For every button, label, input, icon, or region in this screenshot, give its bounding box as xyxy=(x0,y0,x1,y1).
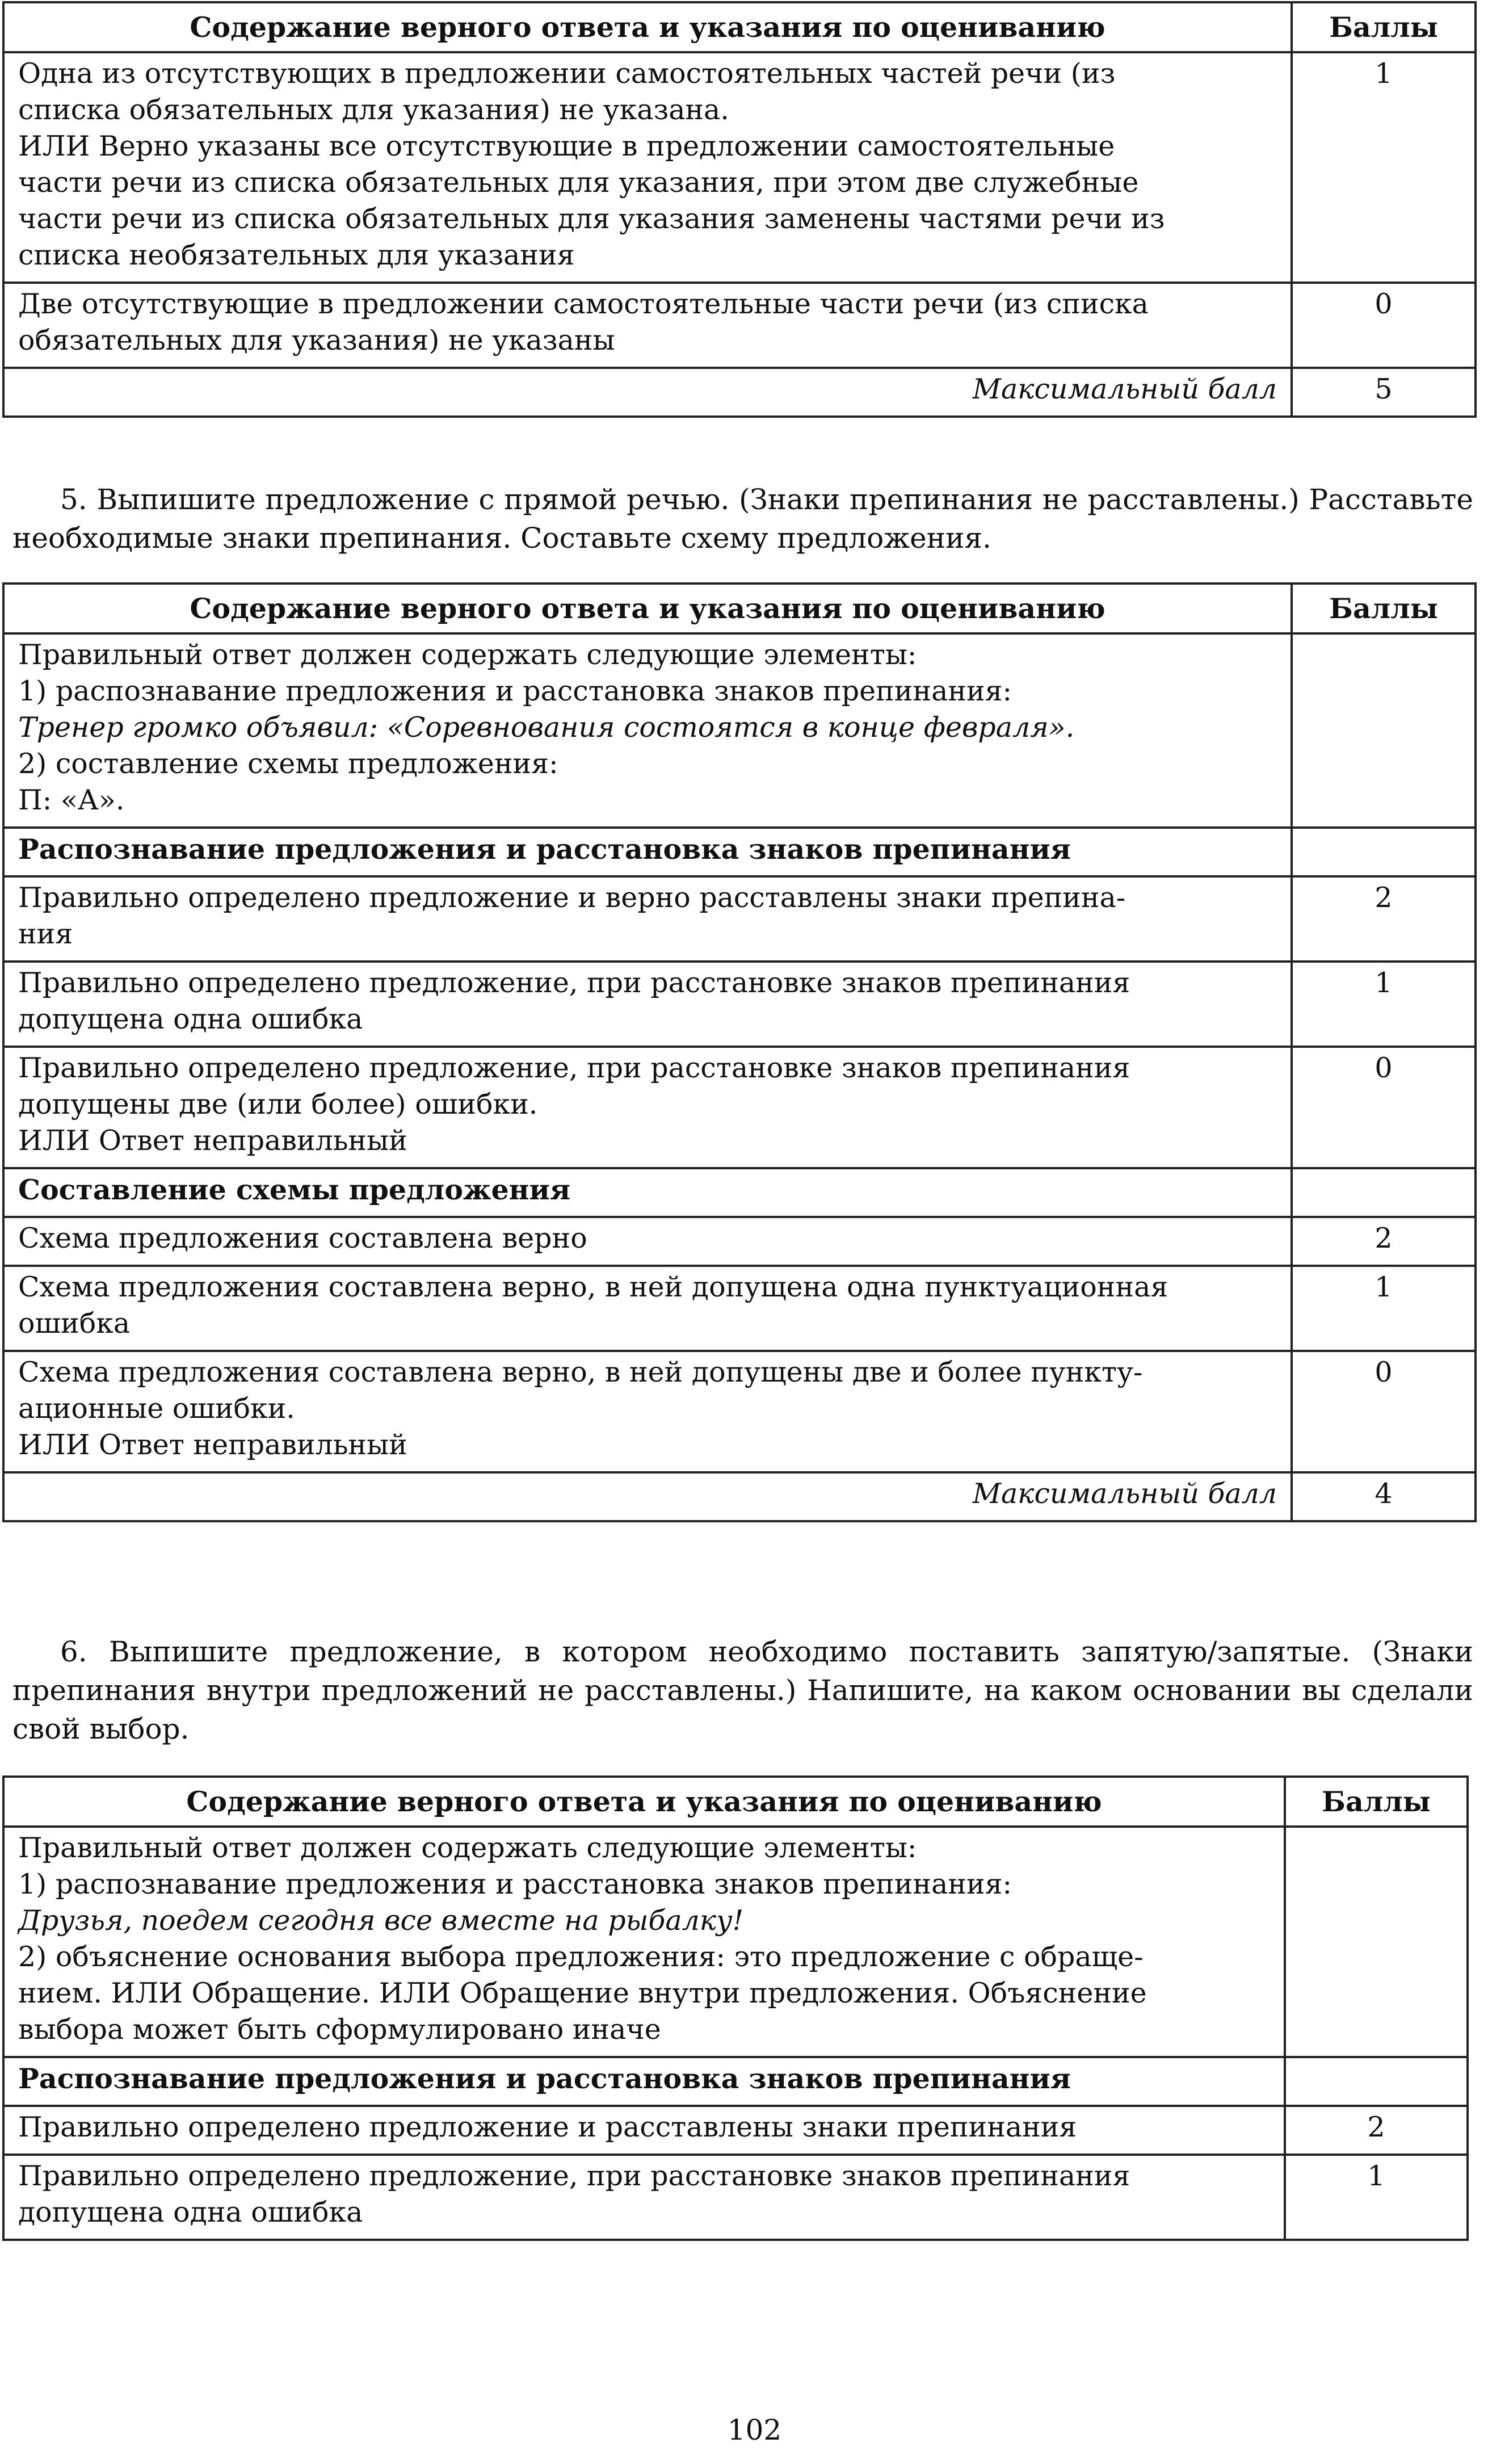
table-row xyxy=(3,52,1476,283)
total-label: Максимальный балл xyxy=(3,368,1292,417)
answer-elements: Правильный ответ должен содержать следующие элементы: 1) распознавание предложения и расстановка знаков препинания: Друзья, поедем сегодня все вместе на рыбалку! 2) объяснение основания выбора предложения: это предложение с обраще- нием. ИЛИ Обращение. ИЛИ Обращение внутри предложения. Объяснение выбора может быть сформулировано иначе xyxy=(3,1827,1285,2057)
model-answer-sentence: Друзья, поедем сегодня все вместе на рыбалку! xyxy=(18,1904,744,1937)
header-content: Содержание верного ответа и указания по оцениванию xyxy=(3,1777,1285,1827)
table-row xyxy=(3,1351,1476,1472)
header-points: Баллы xyxy=(1292,2,1476,52)
row-points: 2 xyxy=(1292,1217,1476,1266)
header-points: Баллы xyxy=(1285,1777,1468,1827)
header-points: Баллы xyxy=(1292,584,1476,633)
row-points-empty xyxy=(1292,828,1476,876)
total-row xyxy=(3,368,1476,417)
table-row xyxy=(3,962,1476,1047)
row-points: 1 xyxy=(1292,962,1476,1047)
header-content: Содержание верного ответа и указания по оцениванию xyxy=(3,584,1292,633)
row-points: 0 xyxy=(1292,1047,1476,1168)
row-text: Схема предложения составлена верно xyxy=(3,1217,1292,1266)
page-number: 102 xyxy=(727,2413,782,2446)
table-row xyxy=(3,2155,1468,2240)
answer-elements: Правильный ответ должен содержать следующие элементы: 1) распознавание предложения и расстановка знаков препинания: Тренер громко объявил: «Соревнования состоятся в конце февраля». 2) составление схемы предложения: П: «А». xyxy=(3,633,1292,828)
total-points: 5 xyxy=(1292,368,1476,417)
row-text: Правильно определено предложение, при расстановке знаков препинания допущены две (или более) ошибки. ИЛИ Ответ неправильный xyxy=(3,1047,1292,1168)
answer-elements-row xyxy=(3,633,1476,828)
scoring-table-2 xyxy=(2,582,1477,1522)
table-row xyxy=(3,283,1476,368)
table-row xyxy=(3,1266,1476,1351)
table-header-row xyxy=(3,584,1476,633)
row-text: Две отсутствующие в предложении самостоятельные части речи (из списка обязательных для указания) не указаны xyxy=(3,283,1292,368)
task-5-prompt: 5. Выпишите предложение с прямой речью. (Знаки препинания не расставлены.) Расставьте необходимые знаки препинания. Составьте схему предложения. xyxy=(12,483,1473,555)
row-text: Схема предложения составлена верно, в ней допущена одна пунктуационная ошибка xyxy=(3,1266,1292,1351)
section-row xyxy=(3,2057,1468,2106)
section-heading: Распознавание предложения и расстановка знаков препинания xyxy=(3,2057,1285,2106)
table-header-row xyxy=(3,1777,1468,1827)
header-content: Содержание верного ответа и указания по оцениванию xyxy=(3,2,1292,52)
row-text: Правильно определено предложение и верно расставлены знаки препина- ния xyxy=(3,876,1292,962)
model-answer-sentence: Тренер громко объявил: «Соревнования состоятся в конце февраля». xyxy=(18,711,1075,744)
section-heading: Распознавание предложения и расстановка знаков препинания xyxy=(3,828,1292,876)
row-points: 1 xyxy=(1292,52,1476,283)
scoring-table-1 xyxy=(2,1,1477,418)
row-points-empty xyxy=(1292,633,1476,828)
section-heading: Составление схемы предложения xyxy=(3,1168,1292,1217)
row-points: 1 xyxy=(1292,1266,1476,1351)
row-points: 0 xyxy=(1292,1351,1476,1472)
table-row xyxy=(3,2106,1468,2155)
task-6-prompt: 6. Выпишите предложение, в котором необходимо поставить запятую/запятые. (Знаки препинания внутри предложений не расставлены.) Напишите, на каком основании вы сделали свой выбор. xyxy=(12,1635,1473,1745)
row-points: 1 xyxy=(1285,2155,1468,2240)
row-points: 2 xyxy=(1285,2106,1468,2155)
row-points-empty xyxy=(1292,1168,1476,1217)
answer-elements-row xyxy=(3,1827,1468,2057)
row-points-empty xyxy=(1285,2057,1468,2106)
table-row xyxy=(3,1217,1476,1266)
row-text: Правильно определено предложение и расставлены знаки препинания xyxy=(3,2106,1285,2155)
sentence-scheme: П: «А». xyxy=(18,784,125,816)
section-row xyxy=(3,1168,1476,1217)
row-text: Правильно определено предложение, при расстановке знаков препинания допущена одна ошибка xyxy=(3,962,1292,1047)
total-points: 4 xyxy=(1292,1472,1476,1521)
section-row xyxy=(3,828,1476,876)
table-row xyxy=(3,1047,1476,1168)
row-points: 0 xyxy=(1292,283,1476,368)
row-text: Схема предложения составлена верно, в ней допущены две и более пункту- ационные ошибки. ИЛИ Ответ неправильный xyxy=(3,1351,1292,1472)
row-text: Правильно определено предложение, при расстановке знаков препинания допущена одна ошибка xyxy=(3,2155,1285,2240)
table-header-row xyxy=(3,2,1476,52)
table-row xyxy=(3,876,1476,962)
scoring-table-3 xyxy=(2,1775,1469,2241)
total-row xyxy=(3,1472,1476,1521)
total-label: Максимальный балл xyxy=(3,1472,1292,1521)
row-text: Одна из отсутствующих в предложении самостоятельных частей речи (из списка обязательных для указания) не указана. ИЛИ Верно указаны все отсутствующие в предложении самостоятельные части речи из списка обязательных для указания, при этом две служебные части речи из списка обязательных для указания заменены частями речи из списка необязательных для указания xyxy=(3,52,1292,283)
row-points: 2 xyxy=(1292,876,1476,962)
row-points-empty xyxy=(1285,1827,1468,2057)
